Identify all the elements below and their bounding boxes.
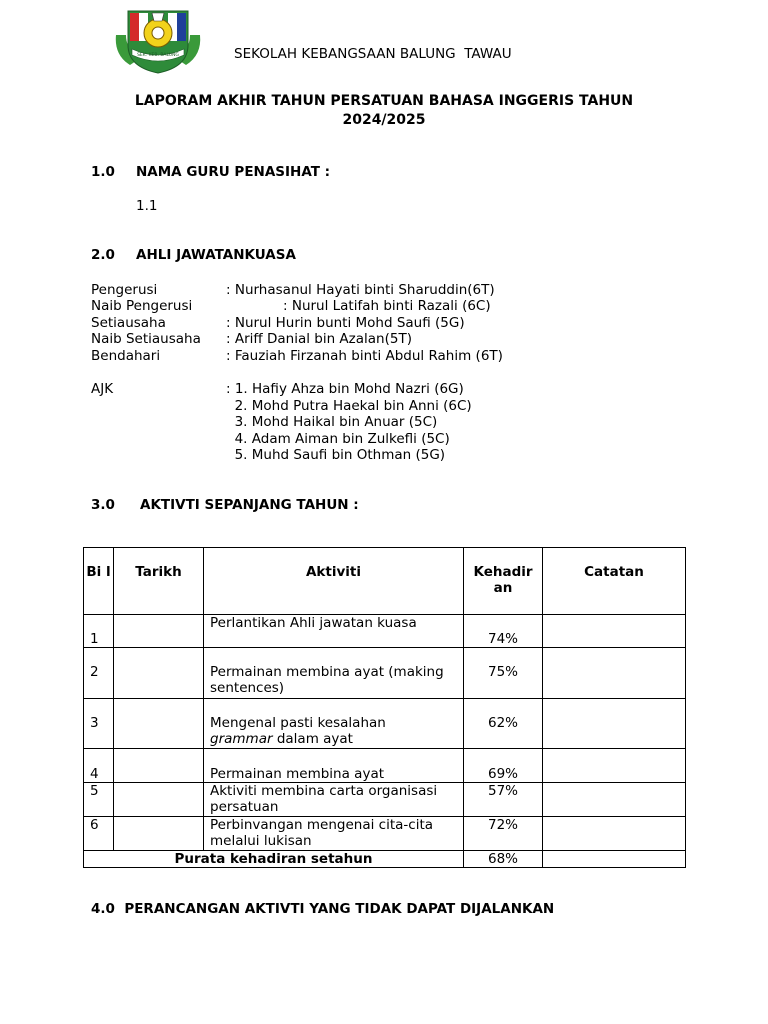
officer-name: : Nurul Hurin bunti Mohd Saufi (5G) (226, 315, 465, 331)
ajk-label: AJK (91, 381, 114, 397)
cell-aktiviti: Mengenal pasti kesalahan grammar dalam ayat (204, 699, 464, 749)
officer-role: Setiausaha (91, 315, 166, 331)
footer-label: Purata kehadiran setahun (84, 851, 464, 868)
table-header-row (84, 548, 686, 615)
section1-heading: NAMA GURU PENASIHAT : (136, 164, 331, 180)
footer-catatan (543, 851, 686, 868)
section3-heading: AKTIVTI SEPANJANG TAHUN : (140, 497, 359, 513)
officer-role: Naib Pengerusi (91, 298, 193, 314)
ajk-member: 3. Mohd Haikal bin Anuar (5C) (226, 414, 438, 430)
cell-catatan (543, 817, 686, 851)
footer-value: 68% (464, 851, 543, 868)
cell-aktiviti: Perlantikan Ahli jawatan kuasa (204, 615, 464, 648)
header-kehadiran: Kehadir an (464, 548, 543, 615)
section1-item: 1.1 (136, 198, 158, 214)
cell-tarikh (114, 783, 204, 817)
officer-role: Naib Setiausaha (91, 331, 201, 347)
cell-kehadiran: 57% (464, 783, 543, 817)
cell-bil: 4 (84, 749, 114, 783)
officer-role: Bendahari (91, 348, 161, 364)
officer-name: : Fauziah Firzanah binti Abdul Rahim (6T) (226, 348, 503, 364)
cell-bil: 2 (84, 648, 114, 699)
cell-bil: 5 (84, 783, 114, 817)
table-row (84, 699, 686, 749)
header-aktiviti: Aktiviti (204, 548, 464, 615)
table-row (84, 783, 686, 817)
table-row (84, 615, 686, 648)
cell-aktiviti: Aktiviti membina carta organisasi persatuan (204, 783, 464, 817)
report-title-line2: 2024/2025 (342, 112, 426, 128)
cell-kehadiran: 69% (464, 749, 543, 783)
cell-kehadiran: 62% (464, 699, 543, 749)
officer-name: : Nurhasanul Hayati binti Sharuddin(6T) (226, 282, 495, 298)
section1-number: 1.0 (91, 164, 115, 180)
cell-tarikh (114, 817, 204, 851)
section4-heading: 4.0 PERANCANGAN AKTIVTI YANG TIDAK DAPAT DIJALANKAN (91, 901, 555, 917)
header-catatan: Catatan (543, 548, 686, 615)
cell-catatan (543, 749, 686, 783)
cell-kehadiran: 74% (464, 615, 543, 648)
section2-number: 2.0 (91, 247, 115, 263)
cell-kehadiran: 75% (464, 648, 543, 699)
ajk-member: : 1. Hafiy Ahza bin Mohd Nazri (6G) (226, 381, 464, 397)
table-row (84, 817, 686, 851)
header-bil: Bi l (84, 548, 114, 615)
cell-bil: 6 (84, 817, 114, 851)
activity-table (83, 547, 686, 868)
cell-aktiviti: Perbinvangan mengenai cita-cita melalui lukisan (204, 817, 464, 851)
cell-catatan (543, 699, 686, 749)
cell-bil: 3 (84, 699, 114, 749)
officer-name: : Ariff Danial bin Azalan(5T) (226, 331, 412, 347)
cell-catatan (543, 615, 686, 648)
ajk-member: 2. Mohd Putra Haekal bin Anni (6C) (226, 398, 472, 414)
table-footer-row (84, 851, 686, 868)
table-row (84, 648, 686, 699)
officer-role: Pengerusi (91, 282, 158, 298)
ajk-member: 4. Adam Aiman bin Zulkefli (5C) (226, 431, 450, 447)
ajk-member: 5. Muhd Saufi bin Othman (5G) (226, 447, 446, 463)
section3-number: 3.0 (91, 497, 115, 513)
cell-tarikh (114, 699, 204, 749)
table-row (84, 749, 686, 783)
cell-tarikh (114, 648, 204, 699)
cell-kehadiran: 72% (464, 817, 543, 851)
cell-tarikh (114, 615, 204, 648)
svg-text:SEK. KEB. BALUNG: SEK. KEB. BALUNG (137, 53, 179, 58)
cell-bil: 1 (84, 615, 114, 648)
cell-catatan (543, 783, 686, 817)
officer-name: : Nurul Latifah binti Razali (6C) (283, 298, 491, 314)
cell-catatan (543, 648, 686, 699)
school-logo (112, 5, 204, 75)
header-tarikh: Tarikh (114, 548, 204, 615)
school-name: SEKOLAH KEBANGSAAN BALUNG TAWAU (234, 46, 512, 62)
cell-tarikh (114, 749, 204, 783)
cell-aktiviti: Permainan membina ayat (204, 749, 464, 783)
report-title-line1: LAPORAM AKHIR TAHUN PERSATUAN BAHASA INGGERIS TAHUN (134, 93, 634, 109)
cell-aktiviti: Permainan membina ayat (making sentences) (204, 648, 464, 699)
section2-heading: AHLI JAWATANKUASA (136, 247, 296, 263)
